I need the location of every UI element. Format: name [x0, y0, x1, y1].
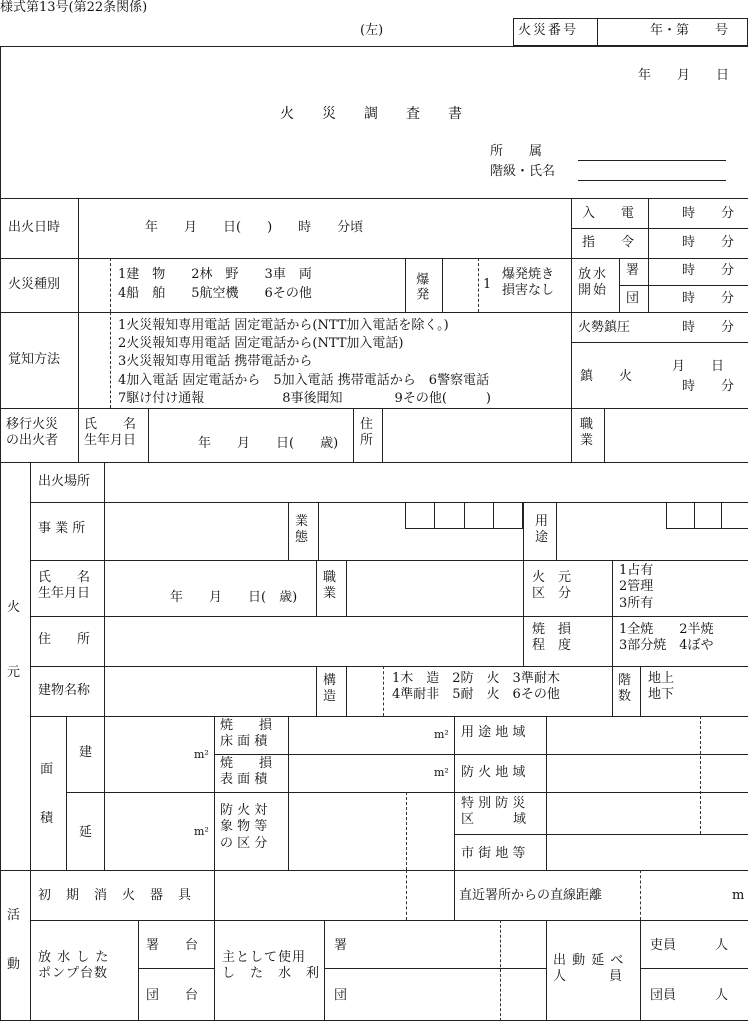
command-label: 指 令: [582, 235, 635, 250]
distance-unit: m: [732, 888, 745, 903]
migrated-fire-label: 移行火災 の出火者: [6, 417, 59, 449]
staff-count[interactable]: 吏員 人: [650, 938, 729, 953]
form-number: 様式第13号(第22条関係): [0, 0, 148, 15]
source-class-options[interactable]: 1占有 2管理 3所有: [619, 563, 654, 611]
structure-label: 構 造: [323, 673, 337, 705]
water-start-corps: 団: [626, 291, 640, 306]
burned-floor-area-unit: m²: [434, 728, 449, 741]
distance-to-station-label: 直近署所からの直線距離: [459, 888, 603, 903]
rank-name-label: 階級・氏名: [490, 164, 556, 179]
fire-zone-label: 防 火 地 域: [461, 765, 526, 780]
detection-option-4[interactable]: 4加入電話 固定電話から 5加入電話 携帯電話から 6警察電話: [118, 373, 490, 388]
burned-surface-area-label: 焼 損 表 面 積: [220, 756, 273, 788]
fire-control-label: 火勢鎮圧: [578, 320, 631, 335]
department-field[interactable]: [578, 160, 726, 161]
use-zone-label: 用 途 地 域: [461, 725, 526, 740]
dispatch-personnel-label: 出 動 延 べ 人 員: [553, 953, 625, 985]
pump-count-label: 放 水 し た ポンプ台数: [38, 950, 110, 982]
fire-origin-section-label: 火 元: [7, 600, 21, 680]
usage-label: 用 途: [535, 514, 549, 546]
explosion-label: 爆発: [413, 272, 429, 302]
explosion-no-damage[interactable]: 爆発焼き 損害なし: [502, 267, 555, 299]
water-source-station[interactable]: 署: [334, 938, 348, 953]
extinguish-time[interactable]: 時 分: [682, 379, 735, 394]
burned-surface-area-unit: m²: [434, 766, 449, 779]
fire-type-label: 火災種別: [8, 277, 61, 292]
extinguish-label: 鎮 火: [580, 369, 633, 384]
fire-number-value: 年・第 号: [650, 23, 729, 38]
report-date: 年 月 日: [638, 68, 730, 83]
form-frame: [0, 46, 748, 1021]
building-area-label: 建: [79, 745, 93, 760]
migrated-job-label: 職 業: [580, 417, 594, 449]
special-zone-label: 特 別 防 災 区 域: [461, 796, 527, 828]
extinguish-day[interactable]: 月 日: [672, 359, 725, 374]
side-label: (左): [360, 23, 384, 38]
burned-floor-area-label: 焼 損 床 面 積: [220, 718, 273, 750]
floors-label: 階 数: [618, 673, 632, 705]
owner-name-dob-label: 氏 名 生年月日: [38, 570, 91, 602]
receive-call-label: 入 電: [582, 206, 635, 221]
structure-options[interactable]: 1木 造 2防 火 3準耐木 4準耐非 5耐 火 6その他: [392, 671, 560, 703]
migrated-address-label: 住 所: [360, 417, 374, 449]
page-title: 火 災 調 査 書: [280, 106, 462, 122]
migrated-name-dob-label: 氏 名 生年月日: [84, 417, 137, 449]
total-floor-area-unit: m²: [194, 825, 209, 838]
initial-extinguisher-label: 初 期 消 火 器 具: [38, 888, 193, 903]
owner-job-label: 職 業: [323, 570, 337, 602]
detection-option-5[interactable]: 7駆け付け通報 8事後聞知 9その他( ): [118, 391, 491, 406]
receive-call-time[interactable]: 時 分: [682, 206, 735, 221]
damage-level-label: 焼 損 程 度: [532, 622, 572, 654]
source-class-label: 火 元 区 分: [532, 570, 572, 602]
detection-option-1[interactable]: 1火災報知専用電話 固定電話から(NTT加入電話を除く。): [118, 318, 449, 333]
water-start-station-time[interactable]: 時 分: [682, 263, 735, 278]
urban-zone-label: 市 街 地 等: [461, 846, 526, 861]
damage-level-options[interactable]: 1全焼 2半焼 3部分焼 4ぼや: [619, 622, 714, 654]
business-type-label: 業 態: [295, 514, 309, 546]
water-start-corps-time[interactable]: 時 分: [682, 291, 735, 306]
department-label: 所 属: [490, 144, 543, 159]
detection-method-label: 覚知方法: [8, 352, 61, 367]
building-area-unit: m²: [194, 748, 209, 761]
migrated-dob-value[interactable]: 年 月 日( 歳): [198, 436, 339, 451]
corps-member-count[interactable]: 団員 人: [650, 988, 729, 1003]
water-source-corps[interactable]: 団: [334, 988, 348, 1003]
fire-place-label: 出火場所: [38, 474, 91, 489]
corps-pump-units[interactable]: 団 台: [146, 988, 199, 1003]
area-label: 面 積: [40, 762, 54, 826]
owner-dob-value[interactable]: 年 月 日( 歳): [170, 590, 298, 605]
explosion-number: 1: [483, 277, 492, 292]
activity-section-label: 活 動: [7, 908, 21, 972]
fire-datetime-value[interactable]: 年 月 日( ) 時 分頃: [145, 220, 364, 235]
fire-type-options-2[interactable]: 4船 舶 5航空機 6その他: [118, 286, 312, 301]
rank-name-field[interactable]: [578, 180, 726, 181]
fire-target-class-label: 防 火 対 象 物 等 の 区 分: [220, 803, 268, 851]
usage-code-boxes[interactable]: [666, 502, 748, 529]
detection-option-3[interactable]: 3火災報知専用電話 携帯電話から: [118, 354, 313, 369]
water-start-label: 放水 開始: [578, 267, 609, 299]
fire-number-label: 火災番号: [518, 23, 579, 38]
command-time[interactable]: 時 分: [682, 235, 735, 250]
water-start-station: 署: [626, 263, 640, 278]
fire-datetime-label: 出火日時: [8, 220, 61, 235]
fire-type-options-1[interactable]: 1建 物 2林 野 3車 両: [118, 267, 312, 282]
station-pump-units[interactable]: 署 台: [146, 938, 199, 953]
fire-control-time[interactable]: 時 分: [682, 320, 735, 335]
total-floor-area-label: 延: [79, 825, 93, 840]
water-source-label: 主として使用 し た 水 利: [222, 950, 321, 982]
business-label: 事 業 所: [38, 521, 86, 536]
detection-option-2[interactable]: 2火災報知専用電話 固定電話から(NTT加入電話): [118, 336, 404, 351]
floors-options[interactable]: 地上 地下: [648, 671, 675, 703]
building-name-label: 建物名称: [38, 683, 91, 698]
origin-address-label: 住 所: [38, 632, 91, 647]
